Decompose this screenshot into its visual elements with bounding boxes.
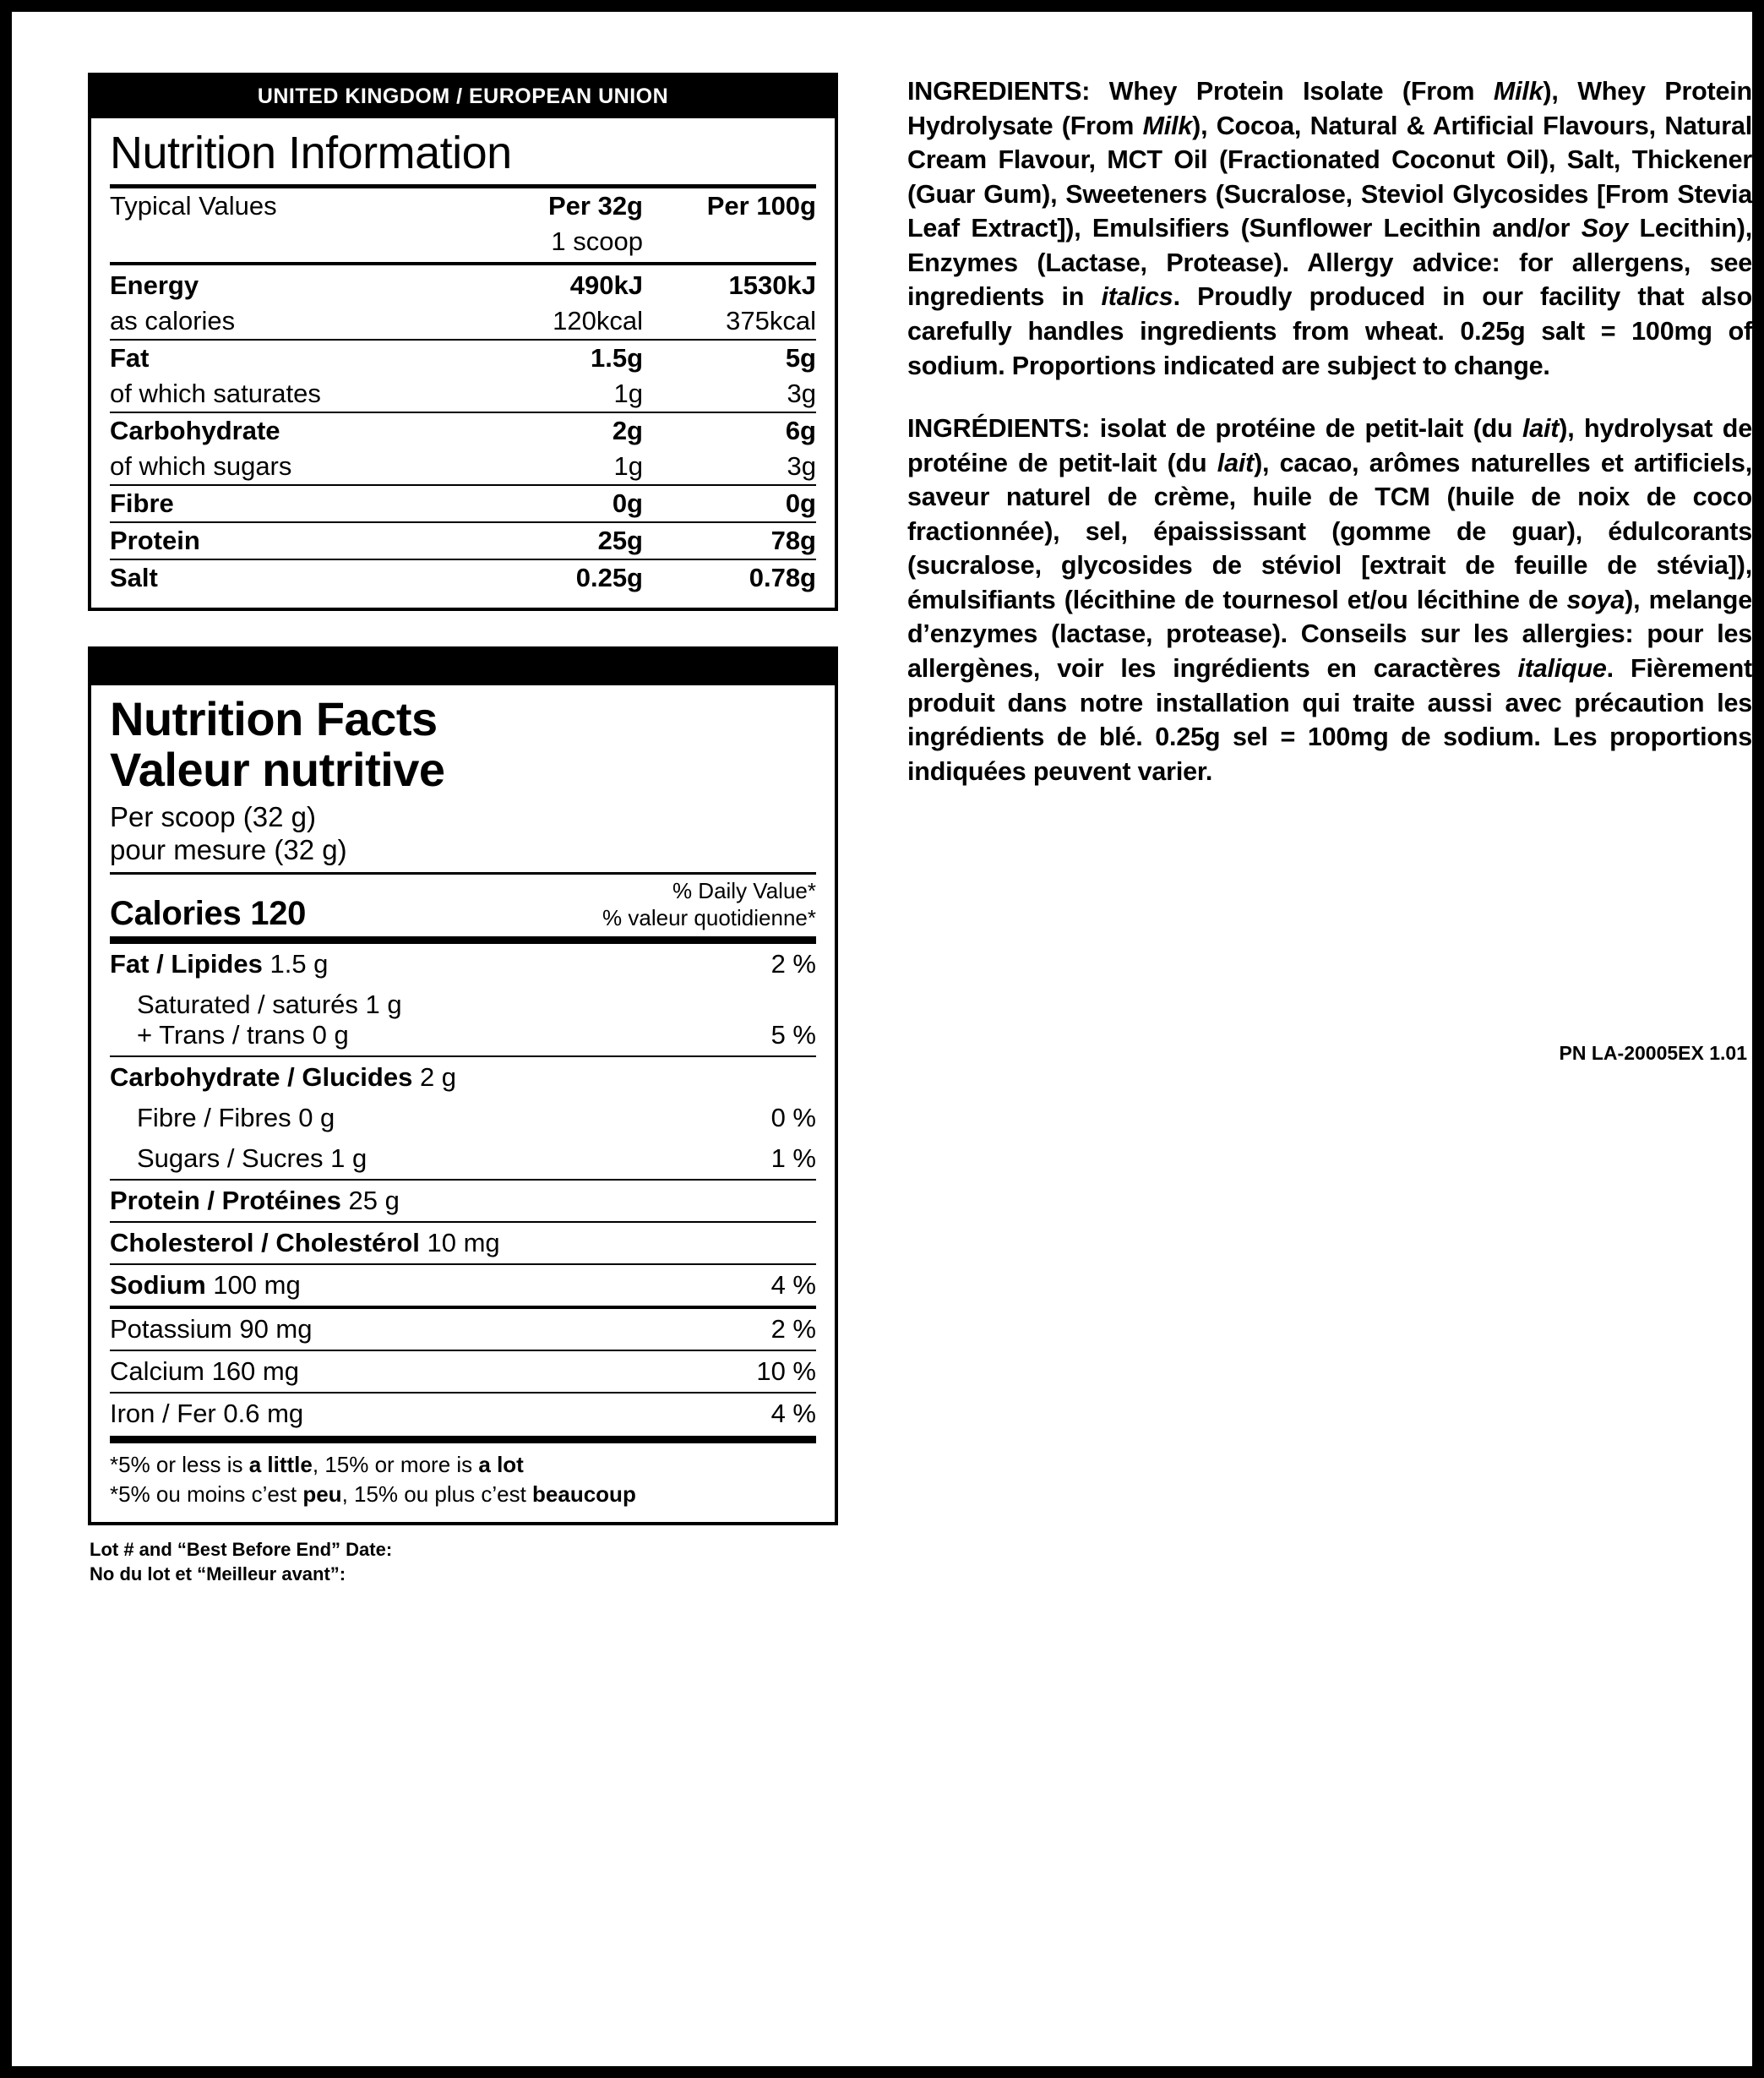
left-column [88,73,840,1587]
nf-row-dv [689,1222,816,1264]
nf-row-label [110,984,689,1020]
uk-nutrition-table [110,188,816,596]
nf-row-calcium [110,1350,816,1393]
nf-row-dv: 10 % [689,1350,816,1393]
uk-row-label: Fibre [110,485,449,522]
nf-label-bold: Protein / Protéines [110,1186,341,1216]
footnote-fr [110,1480,816,1509]
nutrition-facts-panel [88,646,838,1524]
uk-row-label: Salt [110,559,449,596]
uk-row-per32: 0g [449,485,643,522]
nf-label-rest: 100 mg [205,1270,301,1301]
nf-label-rest: Iron / Fer 0.6 mg [110,1399,304,1429]
uk-row-per32: 25g [449,522,643,559]
nf-row-dv [689,1056,816,1098]
uk-table-header-row-2 [110,224,816,259]
footnote-fr-part4: beaucoup [532,1481,636,1508]
right-column [907,74,1752,1065]
uk-row-per100: 0g [643,485,816,522]
uk-row-per32: 490kJ [569,270,643,301]
footnote-en-part4: a lot [478,1452,524,1478]
nf-row-label [110,1350,689,1393]
nf-label-bold: Fat / Lipides [110,949,263,979]
lot-code-area [90,1537,840,1587]
nf-label-rest: Saturated / saturés 1 g [137,990,402,1020]
nf-label-rest: Potassium 90 mg [110,1314,313,1344]
nf-row-carbohydrate [110,1056,816,1098]
nf-row-fat [110,944,816,984]
daily-value-header-en: % Daily Value* [672,877,816,903]
uk-header-typical-values: Typical Values [110,191,277,221]
nf-row-iron [110,1393,816,1434]
serving-size-en: Per scoop (32 g) [110,801,316,833]
uk-row-per100: 78g [643,522,816,559]
nf-row-label [110,1264,689,1307]
nf-label-bold: Carbohydrate / Glucides [110,1062,413,1093]
nf-row-dv: 1 % [770,1143,816,1174]
nf-row-dv: 4 % [689,1264,816,1307]
ingredients-french: INGRÉDIENTS: isolat de protéine de petit-lait (du lait), hydrolysat de protéine de petit-lait (du lait), cacao, arômes naturelles et artificiels, saveur naturel de crème, huile de TCM (huile de noix de coco fractionnée), sel, épaississant (gomme de guar), édulcorants (sucralose, glycosides de stéviol [extrait de feuille de stévia]), émulsifiants (lécithine de tournesol et/ou lécithine de soya), melange d’enzymes (lactase, protease). Conseils sur les allergies: pour les allergènes, voir les ingrédients en caractères italique. Fièrement produit dans notre installation qui traite aussi avec précaution les ingrédients de blé. 0.25g sel = 100mg de sodium. Les proportions indiquées peuvent varier. [907,414,1752,786]
ingredients-heading-fr: INGRÉDIENTS: [907,414,1091,444]
uk-row-per100: 0.78g [643,559,816,596]
uk-row-per32: 0.25g [449,559,643,596]
nf-row-dv: 0 % [770,1103,816,1133]
nutrition-facts-table [110,944,816,1434]
uk-row-fibre [110,485,816,522]
nf-label-rest: 10 mg [419,1228,500,1258]
footnote-en [110,1450,816,1480]
uk-row-sugars [110,449,816,485]
nf-row-fibre [110,1098,816,1138]
uk-panel-title: Nutrition Information [110,128,512,178]
daily-value-header-fr: % valeur quotidienne* [602,904,816,930]
nf-row-cholesterol [110,1222,816,1264]
uk-header-per-32g: Per 32g [547,191,643,221]
calories-value: Calories 120 [110,895,307,933]
nf-row-label [110,944,689,984]
footnote-fr-part3: , 15% ou plus c’est [341,1481,533,1508]
nf-row-dv [689,1180,816,1222]
nf-label-bold: Sodium [110,1270,206,1301]
nutrition-facts-top-bar [91,650,835,685]
nf-row-label [110,1180,689,1222]
nf-row-potassium [110,1307,816,1350]
nf-row-label [110,1307,689,1350]
nf-row-protein [110,1180,816,1222]
nf-row-label [110,1138,689,1180]
uk-row-per100: 3g [787,379,816,409]
nf-label-rest: + Trans / trans 0 g [137,1020,349,1050]
daily-value-header [602,878,816,935]
lot-label-fr: No du lot et “Meilleur avant”: [90,1563,346,1585]
uk-row-label: as calories [110,306,236,336]
nf-row-dv: 2 % [770,949,816,979]
uk-row-per100: 1530kJ [728,270,816,301]
nf-row-sodium [110,1264,816,1307]
uk-row-label: Protein [110,522,449,559]
ingredients-english: INGREDIENTS: Whey Protein Isolate (From Milk), Whey Protein Hydrolysate (From Milk), Cocoa, Natural & Artificial Flavours, Natural Cream Flavour, MCT Oil (Fractionated Coconut Oil), Salt, Thickener (Guar Gum), Sweeteners (Sucralose, Steviol Glycosides [From Stevia Leaf Extract]), Emulsifiers (Sunflower Lecithin and/or Soy Lecithin), Enzymes (Lactase, Protease). Allergy advice: for allergens, see ingredients in italics. Proudly produced in our facility that also carefully handles ingredients from wheat. 0.25g salt = 100mg of sodium. Proportions indicated are subject to change. [907,77,1753,380]
uk-row-per100: 375kcal [726,306,816,336]
footnote-en-part3: , 15% or more is [312,1452,479,1478]
uk-row-per32: 1g [613,451,643,482]
uk-row-protein [110,522,816,559]
uk-row-per32: 2g [449,412,643,449]
nf-row-dv: 4 % [689,1393,816,1434]
nf-row-label [110,1222,689,1264]
uk-row-energy [110,268,816,303]
nutrition-facts-title-fr: Valeur nutritive [110,742,445,796]
nf-row-dv: 5 % [770,1020,816,1050]
nf-label-bold: Cholesterol / Cholestérol [110,1228,420,1258]
footnote-en-part2: a little [248,1452,313,1478]
nf-row-label [110,1393,689,1434]
uk-row-fat [110,340,816,376]
uk-row-label: Fat [110,340,449,376]
uk-header-one-scoop: 1 scoop [551,226,643,257]
uk-row-per100: 6g [643,412,816,449]
uk-eu-banner: UNITED KINGDOM / EUROPEAN UNION [91,76,835,118]
nf-row-dv: 2 % [689,1307,816,1350]
uk-row-per100: 3g [787,451,816,482]
uk-row-salt [110,559,816,596]
uk-table-header-row [110,188,816,224]
uk-row-calories [110,303,816,340]
uk-row-per32: 120kcal [553,306,643,336]
nf-label-rest: 2 g [412,1062,457,1093]
nf-label-rest: 25 g [340,1186,400,1216]
nf-label-rest: 1.5 g [262,949,329,979]
uk-eu-nutrition-panel [88,73,838,611]
uk-row-per32: 1g [613,379,643,409]
uk-row-saturates [110,376,816,412]
uk-row-label: of which saturates [110,379,321,409]
part-number: PN LA-20005EX 1.01 [1559,1042,1747,1065]
uk-row-label: Energy [110,270,199,301]
nf-label-rest: Calcium 160 mg [110,1356,299,1387]
serving-size-fr: pour mesure (32 g) [110,833,347,865]
nf-row-saturated [110,984,816,1020]
nf-label-rest: Fibre / Fibres 0 g [137,1103,335,1133]
nf-row-label [110,1098,689,1138]
lot-label-en: Lot # and “Best Before End” Date: [90,1538,393,1560]
uk-header-per-100g: Per 100g [706,191,816,221]
uk-header-separator [110,259,816,268]
uk-row-per100: 5g [643,340,816,376]
uk-row-label: Carbohydrate [110,412,449,449]
nf-row-label [110,1056,689,1098]
calories-row [110,872,816,935]
uk-row-carbohydrate [110,412,816,449]
nutrition-facts-title-en: Nutrition Facts [110,692,438,746]
uk-row-per32: 1.5g [449,340,643,376]
uk-row-label: of which sugars [110,451,292,482]
nf-row-sugars [110,1138,816,1180]
footnote-en-part1: *5% or less is [110,1452,249,1478]
footnote-fr-part2: peu [302,1481,342,1508]
daily-value-footnotes [110,1436,816,1509]
footnote-fr-part1: *5% ou moins c’est [110,1481,303,1508]
nf-row-label [110,1020,689,1056]
nf-label-rest: Sugars / Sucres 1 g [137,1143,368,1174]
calories-separator [110,936,816,944]
ingredients-heading-en: INGREDIENTS: [907,77,1091,106]
